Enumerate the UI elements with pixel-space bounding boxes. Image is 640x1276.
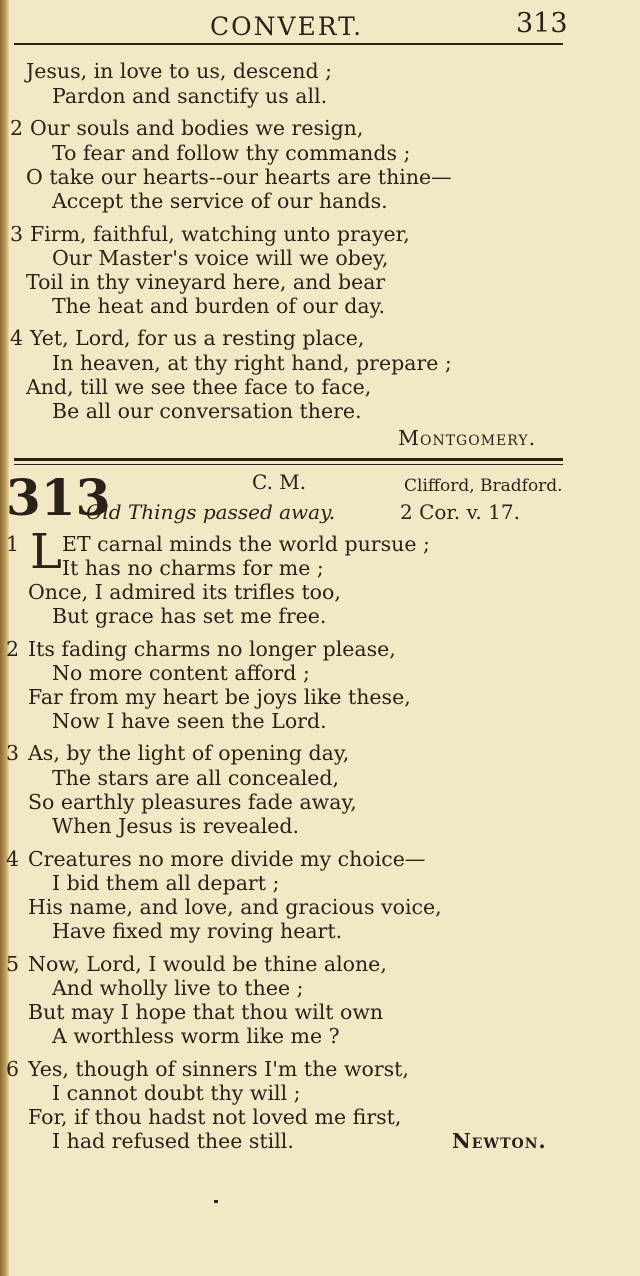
prev-hymn-line: Accept the service of our hands.	[52, 189, 388, 213]
verse-number: 6	[6, 1057, 20, 1081]
hymn-line: I had refused thee still.	[52, 1129, 294, 1153]
prev-hymn-line: Pardon and sanctify us all.	[52, 84, 328, 108]
header-rule	[14, 43, 563, 45]
prev-hymn-line: Be all our conversation there.	[52, 399, 362, 423]
hymn-line: But grace has set me free.	[52, 604, 327, 628]
hymn-line: Yes, though of sinners I'm the worst,	[28, 1057, 409, 1081]
verse-number: 5	[6, 952, 20, 976]
hymn-line: ET carnal minds the world pursue ;	[62, 532, 430, 556]
verse-number: 4	[6, 847, 20, 871]
hymn-line: But may I hope that thou wilt own	[28, 1000, 384, 1024]
verse-number: 2	[10, 116, 24, 140]
hymn-meter: C. M.	[252, 470, 307, 494]
hymn-line: Far from my heart be joys like these,	[28, 685, 411, 709]
hymn-line: I cannot doubt thy will ;	[52, 1081, 301, 1105]
hymn-line: It has no charms for me ;	[62, 556, 324, 580]
prev-hymn-line: Our Master's voice will we obey,	[52, 246, 389, 270]
prev-hymn-line: And, till we see thee face to face,	[26, 375, 372, 399]
hymn-tunes: Clifford, Bradford.	[404, 476, 563, 496]
prev-hymn-author: Montgomery.	[398, 426, 537, 450]
hymn-line: A worthless worm like me ?	[52, 1024, 340, 1048]
hymn-line: For, if thou hadst not loved me first,	[28, 1105, 402, 1129]
hymn-line: When Jesus is revealed.	[52, 814, 300, 838]
verse-number: 4	[10, 326, 24, 350]
verse-number: 1	[6, 532, 20, 556]
hymn-separator-thick	[14, 458, 563, 461]
drop-cap: L	[30, 524, 62, 580]
hymn-line: As, by the light of opening day,	[28, 741, 350, 765]
prev-hymn-line: O take our hearts--our hearts are thine—	[26, 165, 452, 189]
prev-hymn-line: Firm, faithful, watching unto prayer,	[30, 222, 410, 246]
hymn-line: No more content afford ;	[52, 661, 310, 685]
hymn-line: And wholly live to thee ;	[52, 976, 304, 1000]
hymn-subtitle: Old Things passed away.	[86, 500, 336, 524]
hymn-author: Newton.	[452, 1129, 547, 1153]
hymn-line: I bid them all depart ;	[52, 871, 280, 895]
ink-speck	[214, 1200, 218, 1203]
hymn-line: Once, I admired its trifles too,	[28, 580, 341, 604]
hymn-line: Creatures no more divide my choice—	[28, 847, 426, 871]
prev-hymn-line: The heat and burden of our day.	[52, 294, 386, 318]
hymn-line: His name, and love, and gracious voice,	[28, 895, 442, 919]
hymn-line: Its fading charms no longer please,	[28, 637, 396, 661]
scripture-reference: 2 Cor. v. 17.	[400, 500, 520, 524]
hymn-line: Now I have seen the Lord.	[52, 709, 327, 733]
prev-hymn-line: Our souls and bodies we resign,	[30, 116, 364, 140]
hymn-number: 313	[6, 468, 111, 527]
prev-hymn-line: Toil in thy vineyard here, and bear	[26, 270, 386, 294]
prev-hymn-line: To fear and follow thy commands ;	[52, 141, 411, 165]
page-number: 313	[516, 8, 568, 39]
hymn-line: Have fixed my roving heart.	[52, 919, 343, 943]
prev-hymn-line: Yet, Lord, for us a resting place,	[30, 326, 365, 350]
running-header-title: CONVERT.	[210, 12, 364, 41]
prev-hymn-line: Jesus, in love to us, descend ;	[26, 59, 333, 83]
hymn-line: So earthly pleasures fade away,	[28, 790, 357, 814]
hymn-separator-thin	[14, 464, 563, 465]
verse-number: 3	[6, 741, 20, 765]
verse-number: 3	[10, 222, 24, 246]
verse-number: 2	[6, 637, 20, 661]
prev-hymn-line: In heaven, at thy right hand, prepare ;	[52, 351, 452, 375]
hymn-line: Now, Lord, I would be thine alone,	[28, 952, 387, 976]
hymn-line: The stars are all concealed,	[52, 766, 340, 790]
